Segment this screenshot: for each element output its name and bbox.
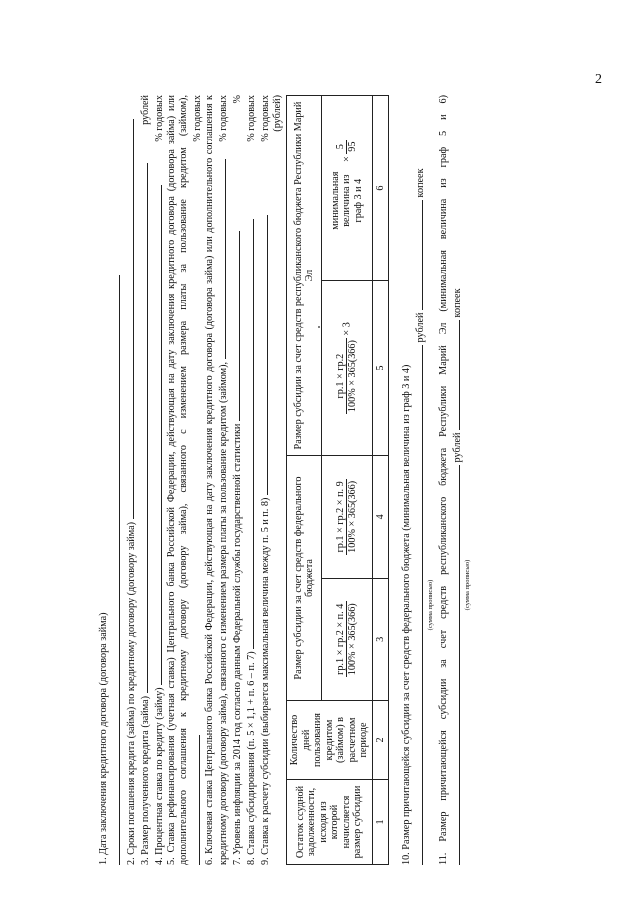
header-federal: Размер субсидии за счет средств федерального бюджета [287,456,322,701]
table-unit: (рублей) [272,95,283,132]
item-1-label: 1. Дата заключения кредитного договора (договора займа) [98,612,109,865]
item-10-hint: (сумма прописью) [427,579,434,631]
formula-6-multiplier: × [341,156,353,163]
item-10-rub-unit: рублей [415,312,426,343]
fraction-4-numerator: гр.1 × гр.2 × п. 9 [335,479,348,555]
item-11 [438,95,464,865]
fraction-5 [335,338,359,414]
fraction-6-denominator: 95 [347,141,359,152]
item-10 [401,95,413,865]
column-number: 2 [372,701,389,780]
item-5 [166,95,204,865]
item-11-kop-field[interactable] [450,320,460,430]
formula-col-5 [322,281,372,456]
fraction-5-multiplier: × 3 [341,322,353,336]
item-7 [230,95,244,865]
item-7-field[interactable] [230,231,240,421]
fraction-6-numerator: 5 [335,140,348,154]
column-number: 3 [372,578,389,700]
column-number: 6 [372,96,389,281]
formula-col-3 [322,578,372,700]
item-7-label: 7. Уровень инфляции за 2014 год согласно данным Федеральной службы государственной статистики [232,423,243,865]
item-2 [124,95,138,865]
fraction-3 [335,601,359,677]
item-10-rub-field[interactable] [413,345,423,865]
item-1-field[interactable] [110,275,120,865]
formula-6-text: минимальная величина из граф 3 и 4 [329,171,364,230]
item-6-unit: % годовых [218,95,229,142]
item-8 [244,95,258,865]
item-5-unit: % годовых [192,95,203,142]
subsidy-table [286,95,389,865]
item-10-amount-line [413,95,427,865]
fraction-3-numerator: гр.1 × гр.2 × п. 4 [335,601,348,677]
item-9-label: 9. Ставка к расчету субсидии (выбирается максимальная величина между п. 5 и п. 8) [260,497,271,865]
column-number: 5 [372,281,389,456]
item-9-unit: % годовых [260,95,271,142]
item-11-kop-unit: копеек [452,288,463,318]
item-10-kop-unit: копеек [415,168,426,198]
page-number: 2 [595,72,602,87]
formula-col-6 [322,96,372,281]
item-4 [152,95,166,865]
item-8-label: 8. Ставка субсидирования (п. 5 × 1,1 + п. 6 – п. 7) [246,651,257,865]
fraction-5-numerator: гр.1 × гр.2 [335,338,348,414]
fraction-5-denominator: 100% × 365(366) [347,340,359,413]
header-balance: Остаток ссудной задолженности, исходя из которой начисляется размер субсидии [287,780,373,865]
header-days: Количество дней пользования кредитом (займом) в расчетном периоде [287,701,373,780]
item-1 [98,95,124,865]
rotated-form-content [98,95,588,865]
fraction-4 [335,479,359,555]
item-10-label: 10. Размер причитающейся субсидии за счет средств федерального бюджета (минимальная величина из граф 3 и 4) [401,364,412,865]
item-8-field[interactable] [244,219,254,649]
item-6-field[interactable] [216,159,226,359]
formula-col-4 [322,456,372,578]
fraction-4-denominator: 100% × 365(366) [347,480,359,553]
item-3 [138,95,152,865]
column-number: 4 [372,456,389,578]
item-3-field[interactable] [138,163,148,693]
item-2-label: 2. Сроки погашения кредита (займа) по кредитному договору (договору займа) [126,522,137,865]
item-9-field[interactable] [258,215,268,495]
item-5-label: 5. Ставка рефинансирования (учетная ставка) Центрального банка Российской Федерации, действующая на дату заключения кредитного договора (договора займа) или дополнительного соглашения к кредитному договору (договору займа), связанного с изменением размера платы за пользование кредитом (займом), [166,95,189,865]
item-5-field[interactable] [190,735,200,865]
item-3-label: 3. Размер полученного кредита (займа) [140,695,151,865]
table-column-numbers-row [372,96,389,865]
item-11-rub-field[interactable] [450,465,460,865]
column-number: 1 [372,780,389,865]
item-4-field[interactable] [152,185,162,685]
item-11-rub-unit: рублей [452,432,463,463]
table-header-row [287,96,322,865]
item-9 [258,95,272,865]
fraction-3-denominator: 100% × 365(366) [347,603,359,676]
item-11-hint: (сумма прописью) [464,559,471,611]
fraction-6 [335,140,359,154]
item-2-field[interactable] [124,119,134,519]
item-4-unit: % годовых [154,95,165,142]
item-6-label: 6. Ключевая ставка Центрального банка Российской Федерации, действующая на дату заключения кредитного договора (договора займа) или дополнительного соглашения к кредитному договору (договору займа), связанного с изменением размера платы за пользование кредитом (займом), [204,95,229,865]
item-8-unit: % годовых [246,95,257,142]
item-4-label: 4. Процентная ставка по кредиту (займу) [154,687,165,865]
header-republic: Размер субсидии за счет средств республиканского бюджета Республики Марий Эл [287,96,322,456]
item-7-unit: % [232,95,243,104]
item-6 [204,95,230,865]
item-3-unit: рублей [140,95,151,125]
item-10-kop-field[interactable] [413,200,423,310]
item-11-label: 11. Размер причитающейся субсидии за счет средств республиканского бюджета Республики Марий Эл (минимальная величина из граф 5 и 6) [438,95,449,865]
